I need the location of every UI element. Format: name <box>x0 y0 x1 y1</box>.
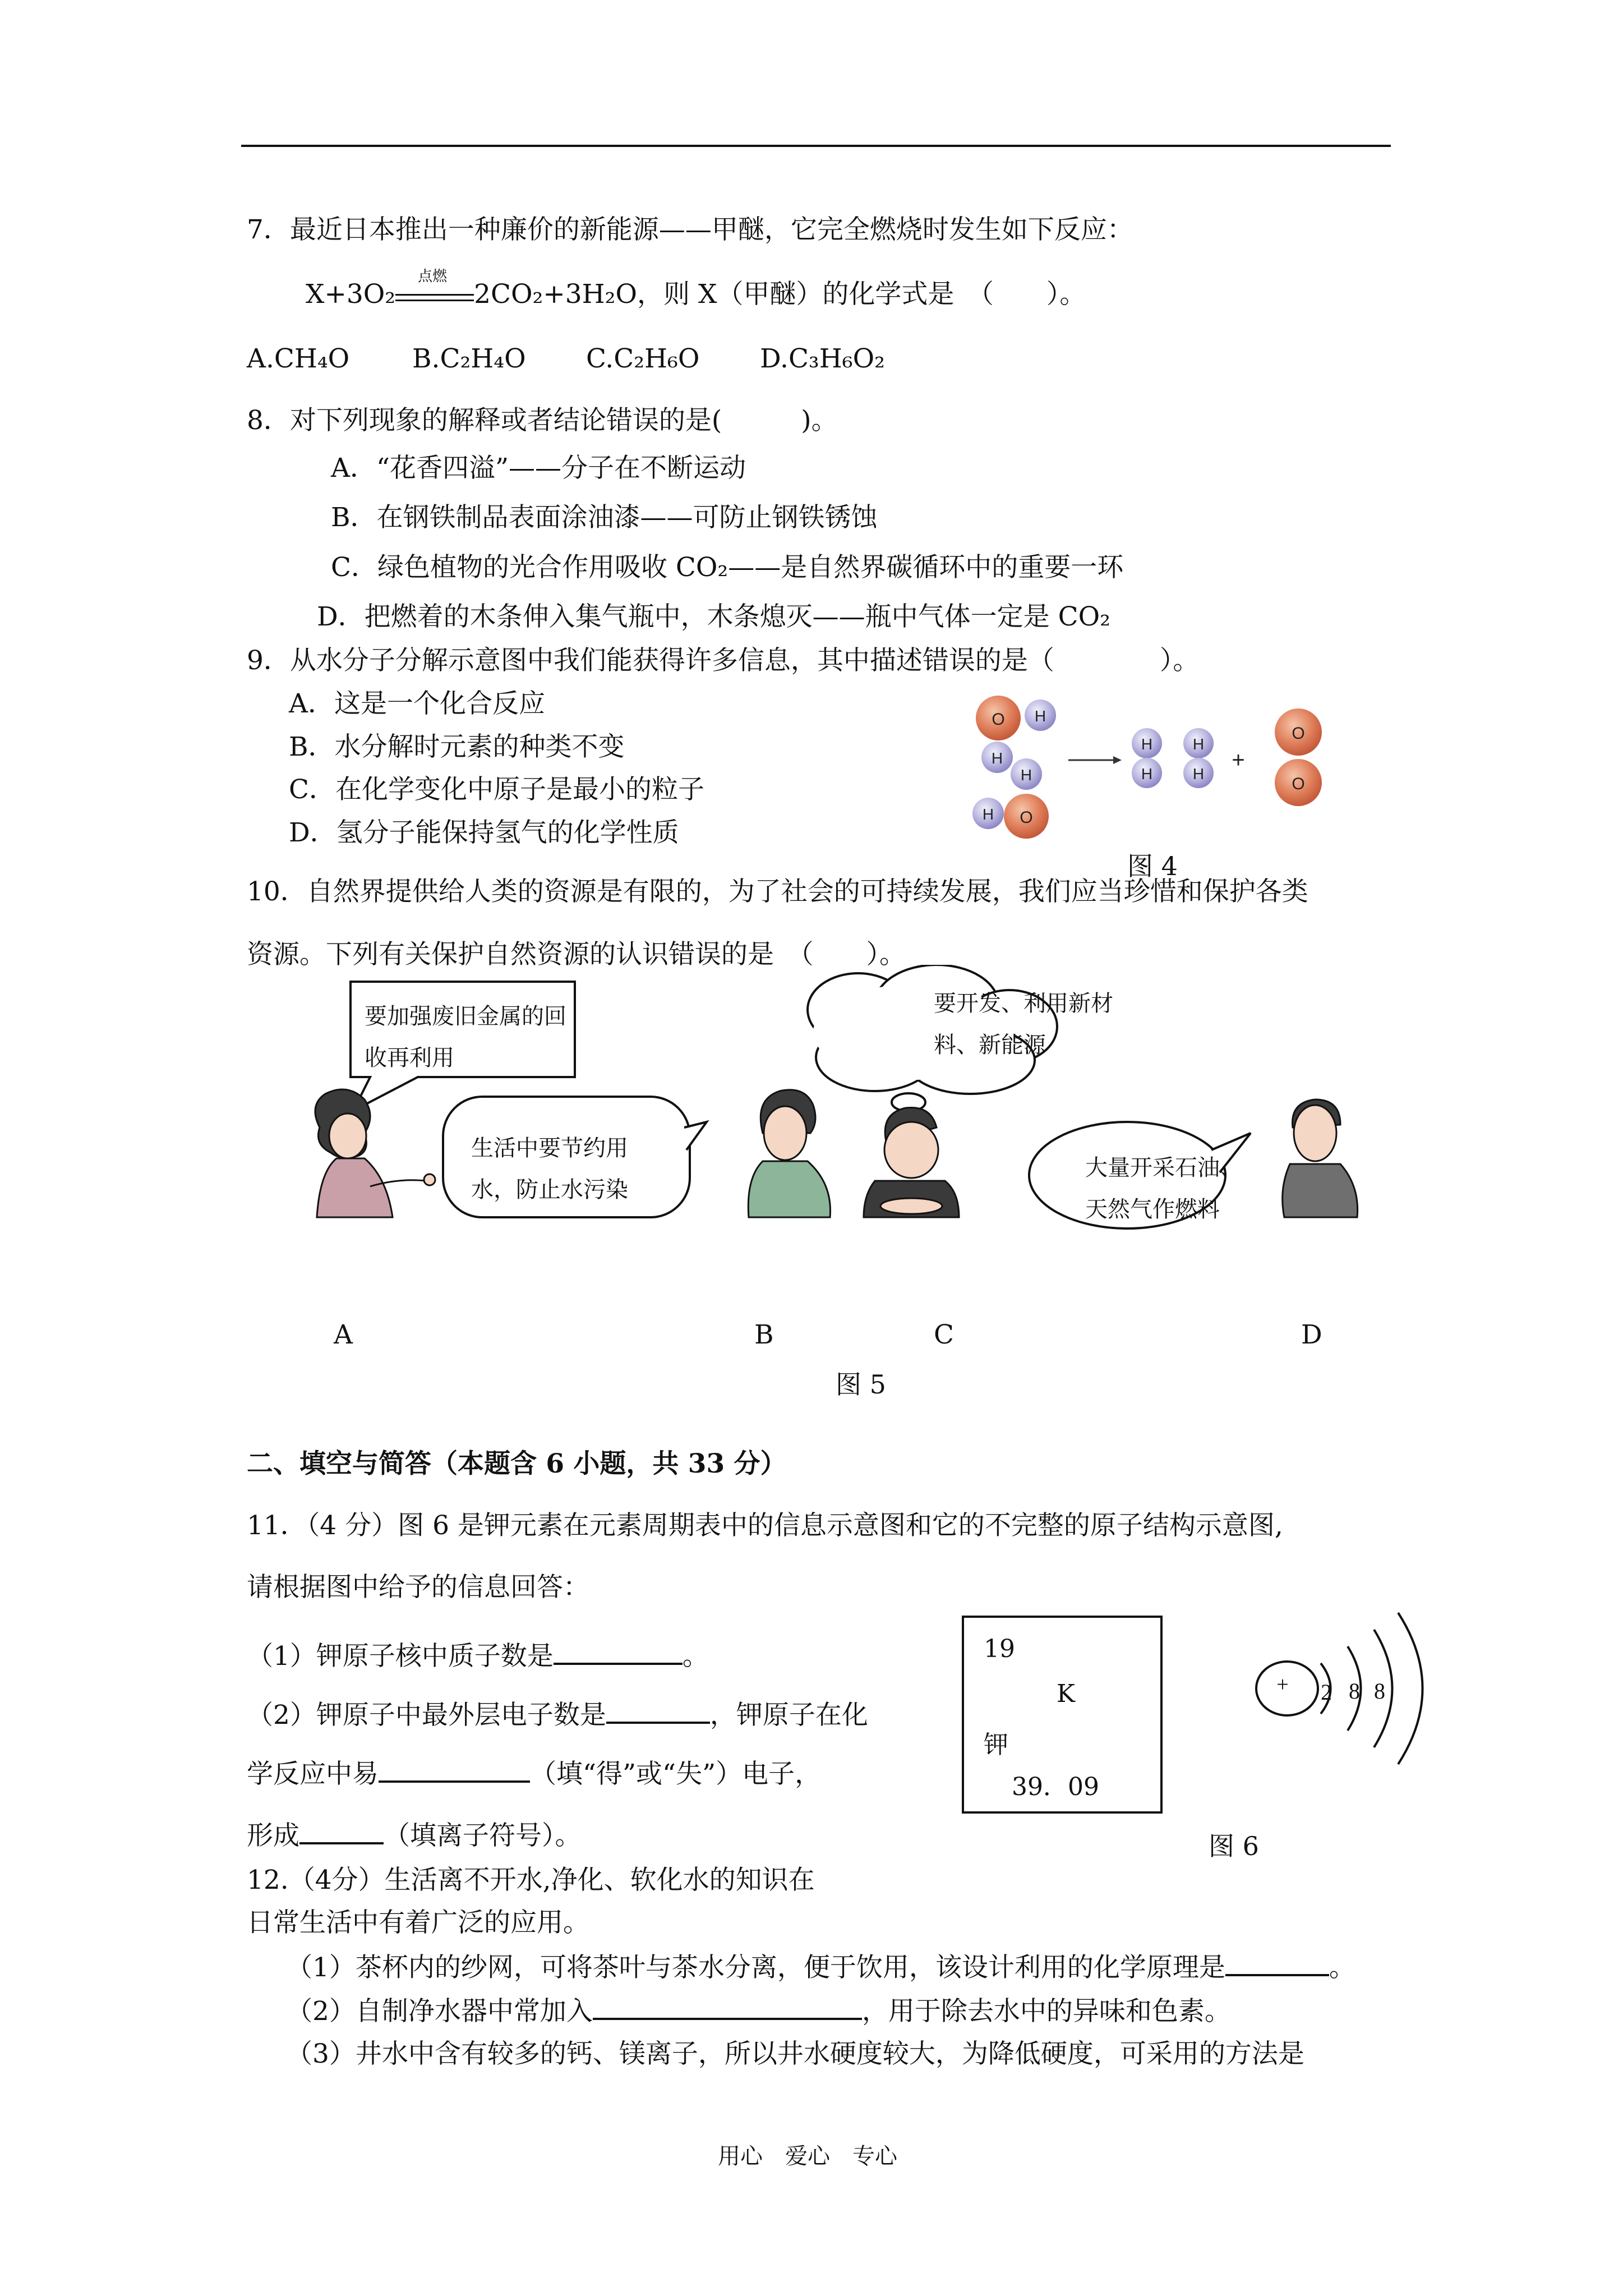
person-b-boy <box>748 1090 830 1217</box>
q9-stem: 9．从水分子分解示意图中我们能获得许多信息，其中描述错误的是（ ）。 <box>247 645 1200 676</box>
hydrogen-molecules <box>1132 728 1214 788</box>
q7-options <box>247 342 885 376</box>
q8-option-b[interactable]: B．在钢铁制品表面涂油漆——可防止钢铁锈蚀 <box>331 502 878 533</box>
q7-option-b[interactable]: B.C₂H₄O <box>412 343 526 374</box>
q7-stem: 7．最近日本推出一种廉价的新能源——甲醚，它完全燃烧时发生如下反应： <box>247 214 1133 245</box>
q7-eq-condition: 点燃 <box>418 268 448 285</box>
page-footer: 用心 爱心 专心 <box>718 2143 897 2169</box>
person-a-girl <box>315 1089 435 1217</box>
bubble-b-text: 生活中要节约用水，防止水污染 <box>471 1135 628 1203</box>
shell-1-electrons: 2 <box>1321 1680 1332 1705</box>
element-number: 19 <box>984 1635 1015 1663</box>
q7-option-a[interactable]: A.CH₄O <box>247 343 350 374</box>
section-2-title: 二、填空与简答（本题含 6 小题，共 33 分） <box>247 1448 787 1479</box>
svg-text:H: H <box>982 806 994 823</box>
svg-text:H: H <box>1020 766 1032 784</box>
q11-blank-4[interactable] <box>299 1818 384 1844</box>
water-molecule-1 <box>976 696 1056 740</box>
q12-stem-line1: 12.（4分）生活离不开水,净化、软化水的知识在 <box>247 1865 815 1895</box>
q9-option-b[interactable]: B．水分解时元素的种类不变 <box>289 731 625 762</box>
svg-text:O: O <box>992 710 1005 729</box>
q11-part2c: 形成 （填离子符号）。 <box>247 1818 582 1853</box>
q7-eq-arrow <box>395 268 474 307</box>
svg-text:H: H <box>991 749 1003 767</box>
plus-sign: + <box>1232 748 1245 772</box>
q11-part2a: （2）钾原子中最外层电子数是 ，钾原子在化 <box>247 1697 868 1732</box>
bubble-a-text: 要加强废旧金属的回收再利用 <box>365 1004 566 1071</box>
q9-option-c[interactable]: C．在化学变化中原子是最小的粒子 <box>289 774 704 805</box>
shell-2-electrons: 8 <box>1349 1678 1360 1704</box>
q7-eq-right: 2CO₂+3H₂O，则 X（甲醚）的化学式是 （ ）。 <box>474 279 1086 310</box>
q9-option-a[interactable]: A．这是一个化合反应 <box>289 688 545 719</box>
svg-text:H: H <box>1141 735 1153 753</box>
element-info-box <box>962 1616 1163 1814</box>
reaction-arrow-icon <box>1068 756 1122 764</box>
q7-option-c[interactable]: C.C₂H₆O <box>586 343 700 374</box>
person-d-man <box>1283 1099 1358 1217</box>
water-decomposition-figure <box>953 684 1346 864</box>
q12-part2: （2）自制净水器中常加入 ，用于除去水中的异味和色素。 <box>286 1993 1231 2028</box>
q7-equation <box>306 268 1086 311</box>
q12-blank-2[interactable] <box>593 1993 862 2020</box>
svg-text:H: H <box>1192 765 1205 783</box>
svg-text:O: O <box>1292 724 1305 743</box>
water-molecule-3 <box>972 794 1049 839</box>
q10-option-c[interactable]: C <box>934 1319 954 1350</box>
figure-6-caption: 图 6 <box>1209 1831 1259 1861</box>
q10-option-b[interactable]: B <box>754 1319 774 1350</box>
element-name: 钾 <box>984 1731 1008 1759</box>
svg-text:H: H <box>1141 765 1153 783</box>
q11-part2b: 学反应中易 （填“得”或“失”）电子， <box>247 1756 821 1791</box>
shell-3-electrons: 8 <box>1374 1678 1385 1704</box>
q8-option-c[interactable]: C．绿色植物的光合作用吸收 CO₂——是自然界碳循环中的重要一环 <box>331 552 1124 583</box>
svg-text:O: O <box>1292 775 1305 793</box>
element-symbol: K <box>1057 1680 1075 1708</box>
q11-blank-3[interactable] <box>379 1756 530 1783</box>
element-mass: 39．09 <box>1012 1773 1099 1801</box>
q8-option-d[interactable]: D．把燃着的木条伸入集气瓶中，木条熄灭——瓶中气体一定是 CO₂ <box>317 601 1110 632</box>
q12-part1: （1）茶杯内的纱网，可将茶叶与茶水分离，便于饮用，该设计利用的化学原理是 。 <box>286 1949 1355 1985</box>
bubble-c-text: 要开发、利用新材料、新能源 <box>934 991 1113 1058</box>
svg-text:H: H <box>1192 735 1205 753</box>
oxygen-molecule <box>1275 708 1322 806</box>
svg-text:H: H <box>1034 707 1046 725</box>
q10-stem-line2: 资源。下列有关保护自然资源的认识错误的是 （ ）。 <box>247 939 906 970</box>
q10-option-d[interactable]: D <box>1301 1319 1322 1350</box>
q7-option-d[interactable]: D.C₃H₆O₂ <box>760 343 885 374</box>
header-rule <box>241 145 1391 147</box>
nucleus-charge: + <box>1276 1673 1289 1696</box>
q11-part1: （1）钾原子核中质子数是 。 <box>247 1638 709 1673</box>
figure-5-caption: 图 5 <box>836 1369 886 1400</box>
atom-structure-diagram <box>1248 1604 1461 1773</box>
figure-4-caption: 图 4 <box>1127 851 1178 881</box>
q11-blank-1[interactable] <box>554 1638 683 1665</box>
svg-text:O: O <box>1020 808 1033 827</box>
q11-blank-2[interactable] <box>606 1697 710 1724</box>
q8-stem: 8．对下列现象的解释或者结论错误的是( )。 <box>247 405 838 436</box>
q11-stem-line1: 11．（4 分）图 6 是钾元素在元素周期表中的信息示意图和它的不完整的原子结构示意图, <box>247 1510 1283 1541</box>
q12-part3: （3）井水中含有较多的钙、镁离子，所以井水硬度较大，为降低硬度，可采用的方法是 <box>286 2039 1304 2069</box>
q10-option-a[interactable]: A <box>334 1319 353 1350</box>
q11-stem-line2: 请根据图中给予的信息回答： <box>247 1572 589 1603</box>
q12-blank-1[interactable] <box>1225 1949 1329 1976</box>
water-molecule-2 <box>981 742 1042 790</box>
person-c-boy <box>864 1107 959 1217</box>
q10-stem-line1: 10．自然界提供给人类的资源是有限的，为了社会的可持续发展，我们应当珍惜和保护各类 <box>247 876 1308 907</box>
q8-option-a[interactable]: A．“花香四溢”——分子在不断运动 <box>331 453 746 484</box>
q9-option-d[interactable]: D．氢分子能保持氢气的化学性质 <box>289 817 679 848</box>
q7-eq-left: X+3O₂ <box>306 279 396 310</box>
bubble-d-text: 大量开采石油、天然气作燃料 <box>1085 1155 1242 1222</box>
q12-stem-line2: 日常生活中有着广泛的应用。 <box>247 1907 589 1938</box>
